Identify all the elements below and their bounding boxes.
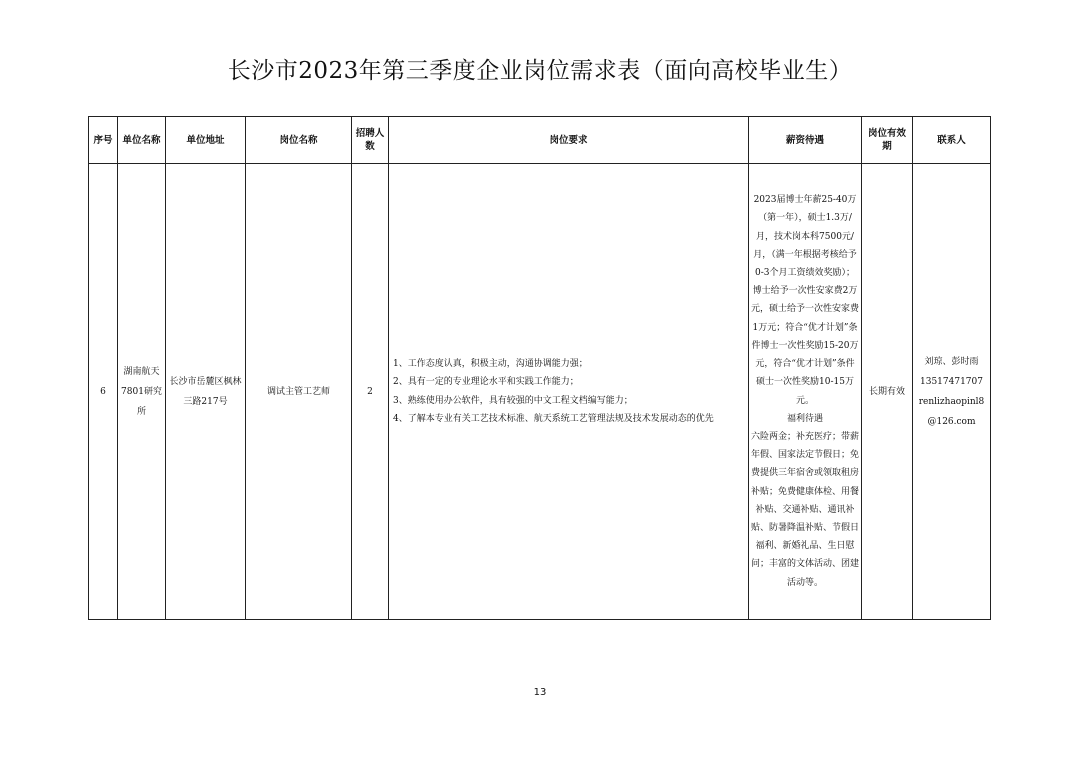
contact-phone: 13517471707 — [920, 376, 983, 387]
cell-seq: 6 — [89, 164, 118, 620]
cell-salary — [749, 164, 862, 620]
requirement-item: 1、工作态度认真，积极主动，沟通协调能力强； — [393, 358, 588, 369]
header-contact: 联系人 — [913, 117, 991, 164]
salary-paragraph: 六险两金；补充医疗；带薪年假、国家法定节假日；免费提供三年宿舍或领取租房补贴；免费健康体检、用餐补贴、交通补贴、通讯补贴、防暑降温补贴、节假日福利、新婚礼品、生日慰问；丰富的文体活动、团建活动等。 — [751, 431, 860, 588]
page-number: 13 — [533, 687, 547, 698]
header-row — [89, 117, 991, 164]
header-position-name: 岗位名称 — [246, 117, 352, 164]
salary-paragraph: 2023届博士年薪25-40万（第一年），硕士1.3万/月，技术岗本科7500元/月，（满一年根据考核给予0-3个月工资绩效奖励）； — [753, 195, 857, 279]
contact-name: 刘琼、彭时雨 — [924, 356, 979, 367]
table-row — [89, 164, 991, 620]
header-unit-address: 单位地址 — [166, 117, 246, 164]
job-table — [88, 116, 991, 620]
header-requirements: 岗位要求 — [389, 117, 749, 164]
header-unit-name: 单位名称 — [118, 117, 166, 164]
contact-email: renlizhaopinl8@126.com — [918, 396, 985, 427]
cell-contact — [913, 164, 991, 620]
header-hire-count: 招聘人数 — [352, 117, 389, 164]
page-title: 长沙市2023年第三季度企业岗位需求表（面向高校毕业生） — [227, 58, 853, 84]
cell-unit-name: 湖南航天7801研究所 — [118, 164, 166, 620]
cell-unit-address: 长沙市岳麓区枫林三路217号 — [166, 164, 246, 620]
header-seq: 序号 — [89, 117, 118, 164]
cell-hire-count: 2 — [352, 164, 389, 620]
salary-paragraph: 博士给予一次性安家费2万元，硕士给予一次性安家费1万元；符合“优才计划”条件博士一次性奖励15-20万元，符合“优才计划”条件硕士一次性奖励10-15万元。 — [751, 286, 860, 406]
requirement-item: 4、了解本专业有关工艺技术标准、航天系统工艺管理法规及技术发展动态的优先 — [393, 414, 714, 424]
salary-paragraph: 福利待遇 — [786, 413, 823, 424]
cell-validity: 长期有效 — [862, 164, 913, 620]
header-salary: 薪资待遇 — [749, 117, 862, 164]
requirement-item: 3、熟练使用办公软件，具有较强的中文工程文档编写能力； — [393, 395, 633, 406]
header-validity: 岗位有效期 — [862, 117, 913, 164]
cell-position-name: 调试主管工艺师 — [246, 164, 352, 620]
cell-requirements — [389, 164, 749, 620]
requirement-item: 2、具有一定的专业理论水平和实践工作能力； — [393, 377, 579, 387]
